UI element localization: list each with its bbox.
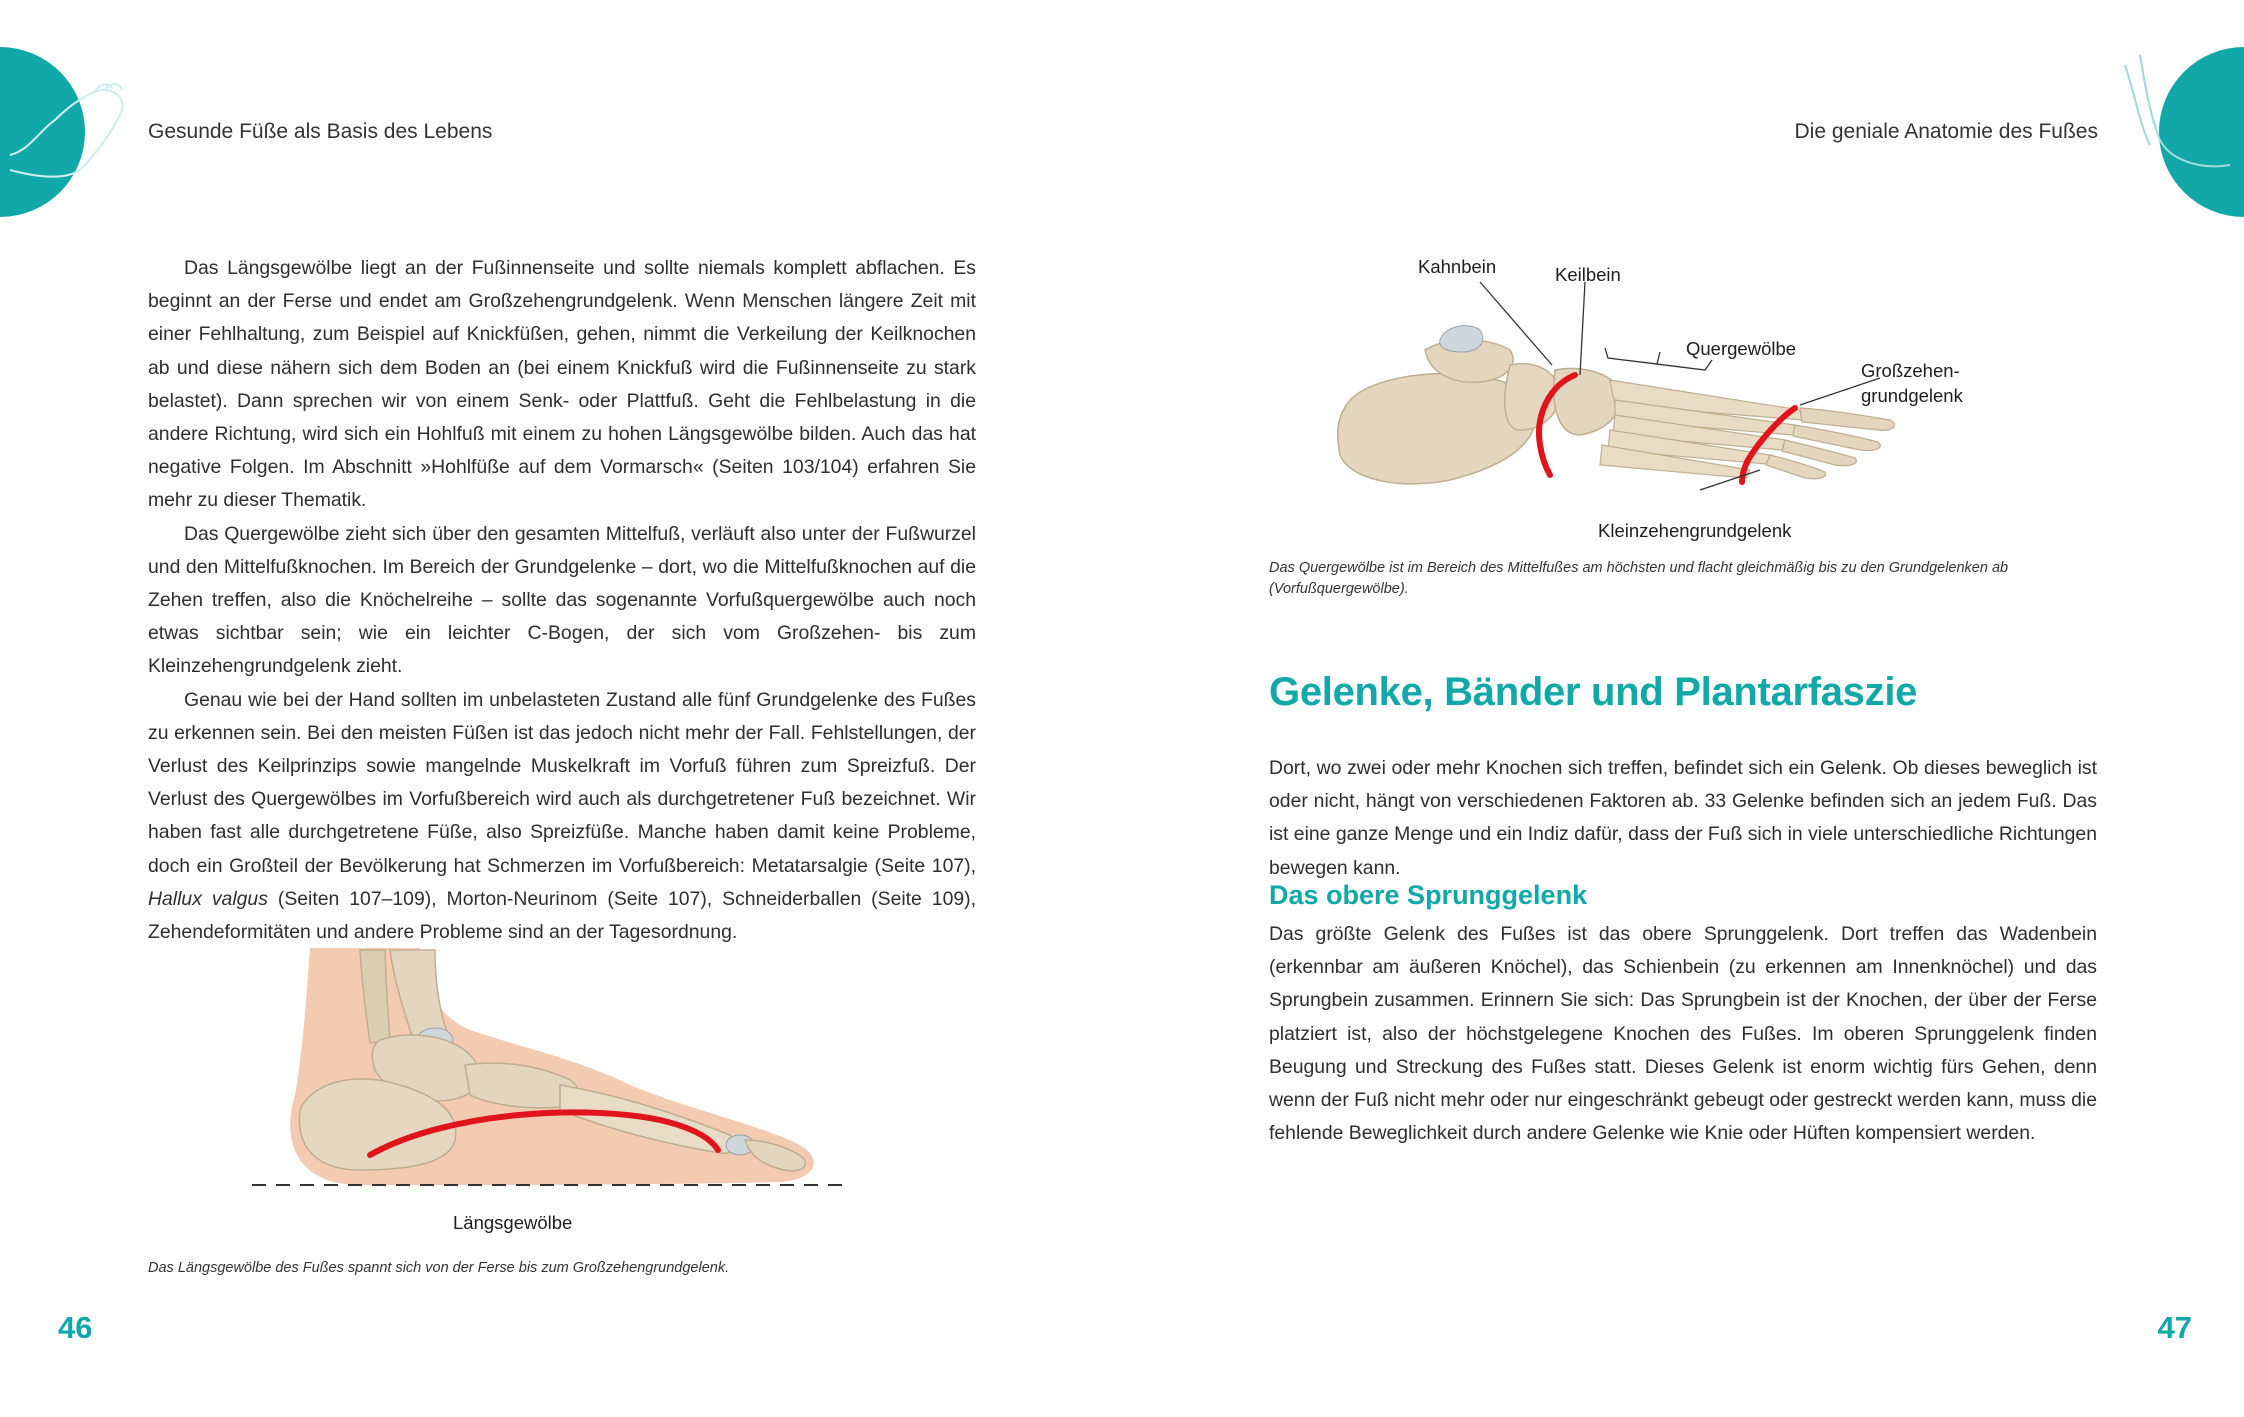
foot-sketch-icon-left	[0, 60, 150, 190]
label-grosszehengrundgelenk-line2: grundgelenk	[1861, 385, 1963, 406]
paragraph: Das größte Gelenk des Fußes ist das obere Sprunggelenk. Dort treffen das Wadenbein (erkennbar am äußeren Knöchel), das Schienbein (zu erkennen am Innenknöchel) und das Sprungbein zusammen. Erinnern Sie sich: Das Sprungbein ist der Knochen, der über der Ferse platziert ist, also der höchstgelegene Knochen des Fußes. Im oberen Sprunggelenk finden Beugung und Streckung des Fußes statt. Dieses Gelenk ist enorm wichtig fürs Gehen, denn wenn der Fuß nicht mehr oder nur eingeschränkt gebeugt oder gestreckt werden kann, muss die fehlende Beweglichkeit durch andere Gelenke wie Knie oder Hüften kompensiert werden.	[1269, 923, 2097, 1145]
running-head-left: Gesunde Füße als Basis des Lebens	[148, 120, 493, 143]
talus-cartilage	[1440, 326, 1483, 352]
section-title: Gelenke, Bänder und Plantarfaszie	[1269, 670, 1918, 714]
paragraph: Das Quergewölbe zieht sich über den gesamten Mittelfuß, verläuft also unter der Fußwurzel und den Mittelfußknochen. Im Bereich der Grundgelenke – dort, wo die Mittelfußknochen auf die Zehen treffen, also die Knöchelreihe – sollte das sogenannte Vorfußquergewölbe auch noch etwas sichtbar sein; wie ein leichter C-Bogen, der sich vom Großzehen- bis zum Kleinzehengrundgelenk zieht.	[148, 522, 976, 678]
label-grosszehengrundgelenk-line1: Großzehen-	[1861, 360, 1960, 381]
label-kleinzehengrundgelenk: Kleinzehengrundgelenk	[1598, 520, 1792, 541]
leader-line	[1580, 282, 1585, 375]
figure-label: Längsgewölbe	[453, 1212, 573, 1233]
label-keilbein: Keilbein	[1555, 264, 1621, 285]
toe-bone	[1800, 408, 1894, 430]
foot-sketch-icon-right	[2120, 45, 2244, 185]
subsection-body	[1269, 918, 2097, 1150]
italic-term: Hallux valgus	[148, 887, 268, 910]
label-kahnbein: Kahnbein	[1418, 256, 1497, 277]
paragraph-text: (Seiten 107–109), Morton-Neurinom (Seite 107), Schneiderballen (Seite 109), Zehendeformitäten und andere Probleme sind an der Tagesordnung.	[148, 887, 976, 944]
longitudinal-arch-illustration	[240, 945, 860, 1195]
paragraph-text: Genau wie bei der Hand sollten im unbelasteten Zustand alle fünf Grundgelenke des Fußes zu erkennen sein. Bei den meisten Füßen ist das jedoch nicht mehr der Fall. Fehlstellungen, der Verlust des Keilprinzips sowie mangelnde Muskelkraft im Vorfuß führen zum Spreizfuß. Der Verlust des Quergewölbes im Vorfußbereich wird auch als durchgetretener Fuß bezeichnet. Wir haben fast alle durchgetretene Füße, also Spreizfüße. Manche haben damit keine Probleme, doch ein Großteil der Bevölkerung hat Schmerzen im Vorfußbereich: Metatarsalgie (Seite 107),	[148, 688, 976, 877]
transverse-arch-illustration	[1330, 280, 1920, 530]
subsection-title: Das obere Sprunggelenk	[1269, 880, 1588, 910]
section-intro	[1269, 752, 2097, 885]
paragraph: Das Längsgewölbe liegt an der Fußinnenseite und sollte niemals komplett abflachen. Es beginnt an der Ferse und endet am Großzehengrundgelenk. Wenn Menschen längere Zeit mit einer Fehlhaltung, zum Beispiel auf Knickfüßen, gehen, nimmt die Verkeilung der Keilknochen ab und diese nähern sich dem Boden an (bei einem Knickfuß wird die Fußinnenseite zu stark belastet). Dann sprechen wir von einem Senk- oder Plattfuß. Geht die Fehlbelastung in die andere Richtung, wird sich ein Hohlfuß mit einem zu hohen Längsgewölbe bilden. Auch das hat negative Folgen. Im Abschnitt »Hohlfüße auf dem Vormarsch« (Seiten 103/104) erfahren Sie mehr zu dieser Thematik.	[148, 257, 976, 512]
paragraph: Dort, wo zwei oder mehr Knochen sich treffen, befindet sich ein Gelenk. Ob dieses beweglich ist oder nicht, hängt von verschiedenen Faktoren ab. 33 Gelenke befinden sich an jedem Fuß. Das ist eine ganze Menge und ein Indiz dafür, dass der Fuß sich in viele unterschiedliche Richtungen bewegen kann.	[1269, 757, 2097, 879]
label-quergewoelbe: Quergewölbe	[1686, 338, 1797, 359]
figure-caption: Das Längsgewölbe des Fußes spannt sich von der Ferse bis zum Großzehengrundgelenk.	[148, 1260, 730, 1276]
left-page-body	[148, 252, 976, 949]
figure-caption: Das Quergewölbe ist im Bereich des Mittelfußes am höchsten und flacht gleichmäßig bis zu den Grundgelenken ab (Vorfußquergewölbe).	[1269, 560, 2009, 597]
running-head-right: Die geniale Anatomie des Fußes	[1794, 120, 2098, 143]
page-number-right: 47	[2157, 1310, 2192, 1345]
page-number-left: 46	[58, 1310, 93, 1345]
paragraph	[148, 684, 976, 950]
